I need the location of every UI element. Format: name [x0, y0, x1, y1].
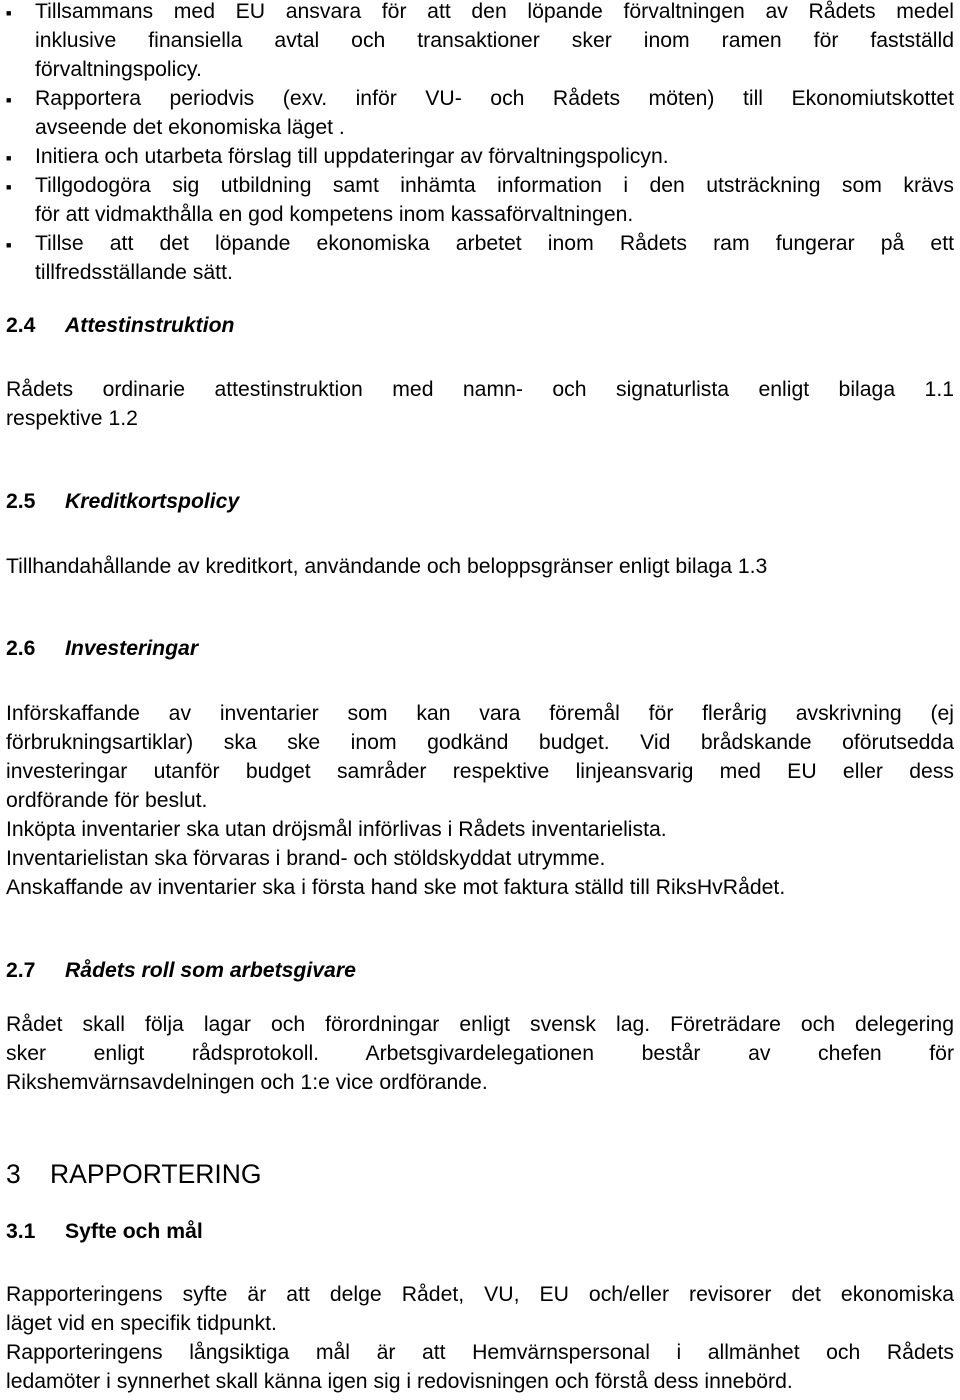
paragraph-line: Rådets ordinarie attestinstruktion med namn- och signaturlista enligt bilaga 1.1 [6, 378, 954, 401]
bullet-line: Initiera och utarbeta förslag till uppdateringar av förvaltningspolicyn. [35, 145, 669, 168]
bullet-item [35, 84, 954, 142]
bullet-line: förvaltningspolicy. [35, 58, 202, 81]
bullet-square-icon: ■ [6, 240, 12, 250]
bullet-item [35, 229, 954, 287]
bullet-line: inklusive finansiella avtal och transaktioner sker inom ramen för fastställd [35, 29, 954, 52]
chapter-number: 3 [6, 1159, 21, 1189]
bullet-item [35, 171, 954, 229]
paragraph-line: Rapporteringens syfte är att delge Rådet, VU, EU och/eller revisorer det ekonomiska [6, 1283, 954, 1306]
section-body-3-1 [6, 1280, 954, 1396]
paragraph-line: respektive 1.2 [6, 407, 138, 430]
paragraph-line: investeringar utanför budget samråder respektive linjeansvarig med EU eller dess [6, 760, 954, 783]
bullet-line: tillfredsställande sätt. [35, 261, 233, 284]
section-body-2-5 [6, 552, 954, 581]
paragraph-line: Införskaffande av inventarier som kan vara föremål för flerårig avskrivning (ej [6, 702, 954, 725]
chapter-title: RAPPORTERING [50, 1159, 262, 1189]
bullet-line: avseende det ekonomiska läget . [35, 116, 345, 139]
bullet-line: Tillgodogöra sig utbildning samt inhämta information i den utsträckning som krävs [35, 174, 954, 197]
section-body-2-7 [6, 1010, 954, 1097]
paragraph-line: Tillhandahållande av kreditkort, användande och beloppsgränser enligt bilaga 1.3 [6, 555, 768, 578]
section-number: 3.1 [6, 1220, 36, 1243]
section-title: Attestinstruktion [65, 314, 235, 337]
section-heading-2-5 [6, 487, 954, 516]
chapter-heading-3 [6, 1158, 262, 1190]
section-number: 2.5 [6, 490, 36, 513]
paragraph-line: Inköpta inventarier ska utan dröjsmål införlivas i Rådets inventarielista. [6, 818, 667, 841]
paragraph-line: ledamöter i synnerhet skall känna igen sig i redovisningen och förstå dess innebörd. [6, 1370, 793, 1393]
paragraph-line: Rådet skall följa lagar och förordningar enligt svensk lag. Företrädare och delegering [6, 1013, 954, 1036]
bullet-line: för att vidmakthålla en god kompetens inom kassaförvaltningen. [35, 203, 634, 226]
paragraph-line: Inventarielistan ska förvaras i brand- och stöldskyddat utrymme. [6, 847, 606, 870]
section-number: 2.4 [6, 314, 36, 337]
section-title: Syfte och mål [65, 1220, 203, 1243]
section-heading-2-4 [6, 311, 954, 340]
bullet-item [35, 142, 954, 171]
bullet-line: Tillsammans med EU ansvara för att den löpande förvaltningen av Rådets medel [35, 0, 954, 23]
paragraph-line: Rikshemvärnsavdelningen och 1:e vice ordförande. [6, 1071, 488, 1094]
paragraph-line: ordförande för beslut. [6, 789, 208, 812]
paragraph-line: förbrukningsartiklar) ska ske inom godkänd budget. Vid brådskande oförutsedda [6, 731, 954, 754]
paragraph-line: läget vid en specifik tidpunkt. [6, 1312, 277, 1335]
paragraph-line: Anskaffande av inventarier ska i första hand ske mot faktura ställd till RiksHvRådet. [6, 876, 786, 899]
section-title: Kreditkortspolicy [65, 490, 240, 513]
bullet-square-icon: ■ [6, 8, 12, 18]
bullet-line: Rapportera periodvis (exv. inför VU- och Rådets möten) till Ekonomiutskottet [35, 87, 954, 110]
bullet-item [35, 0, 954, 84]
section-title: Investeringar [65, 637, 199, 660]
bullet-square-icon: ■ [6, 182, 12, 192]
section-number: 2.6 [6, 637, 36, 660]
section-heading-3-1 [6, 1217, 203, 1246]
section-number: 2.7 [6, 959, 36, 982]
bullet-square-icon: ■ [6, 95, 12, 105]
section-body-2-4 [6, 375, 954, 433]
paragraph-line: Rapporteringens långsiktiga mål är att Hemvärnspersonal i allmänhet och Rådets [6, 1341, 954, 1364]
paragraph-line: sker enligt rådsprotokoll. Arbetsgivardelegationen består av chefen för [6, 1042, 954, 1065]
section-heading-2-6 [6, 634, 954, 663]
bullet-square-icon: ■ [6, 153, 12, 163]
section-heading-2-7 [6, 956, 954, 985]
section-title: Rådets roll som arbetsgivare [65, 959, 356, 982]
section-body-2-6 [6, 699, 954, 902]
bullet-line: Tillse att det löpande ekonomiska arbetet inom Rådets ram fungerar på ett [35, 232, 954, 255]
